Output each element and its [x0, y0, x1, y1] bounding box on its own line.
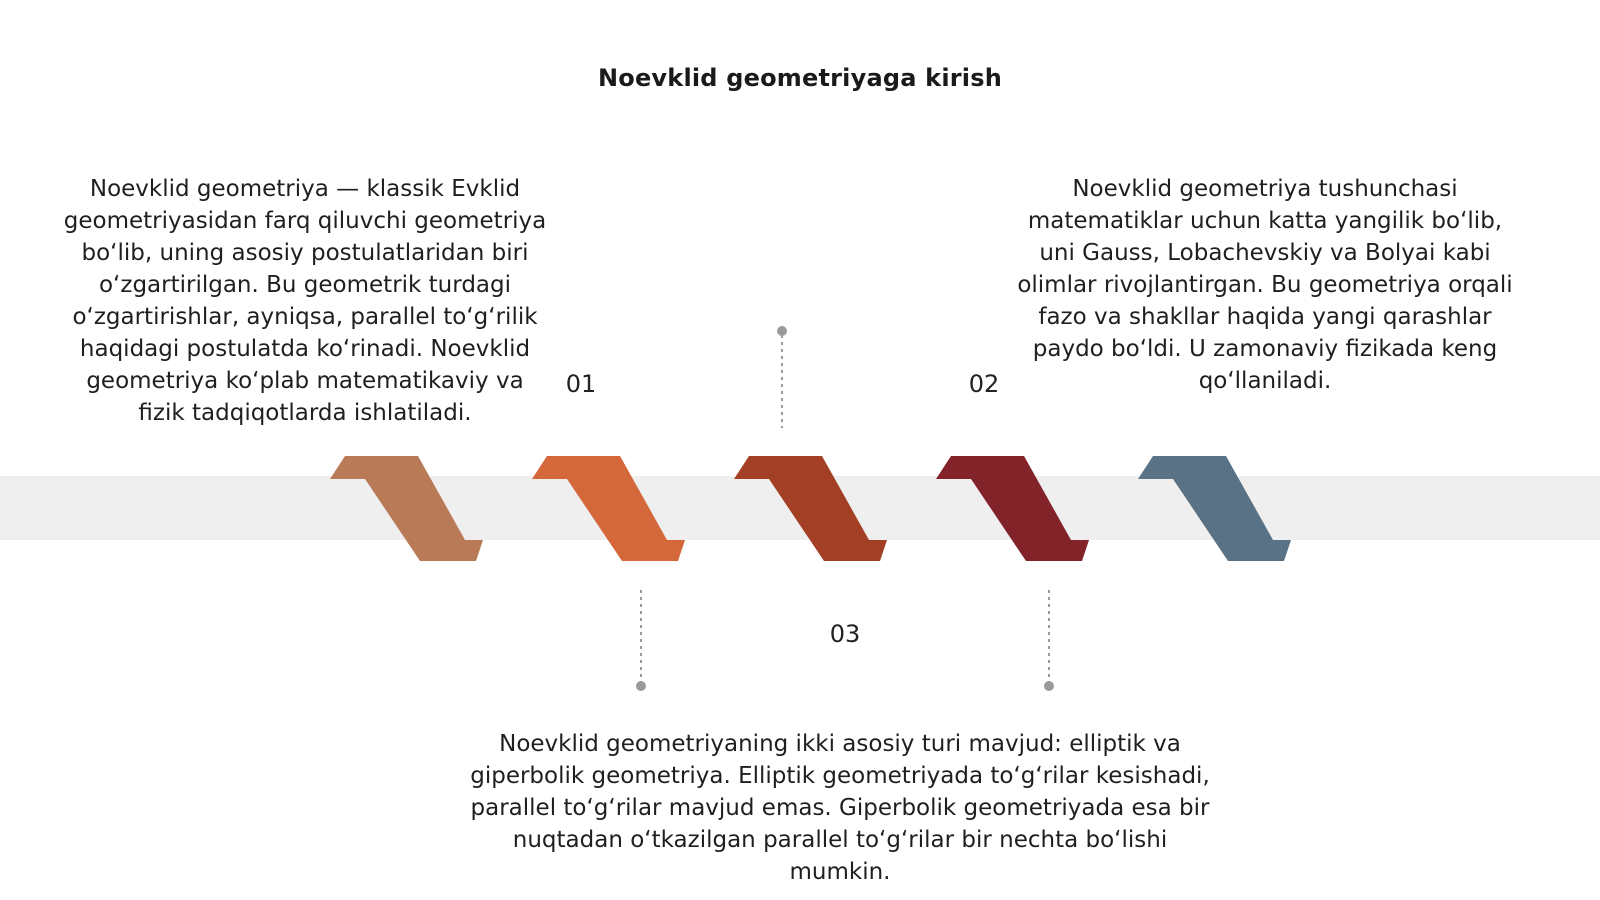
text-block-left: Noevklid geometriya — klassik Evklid geometriyasidan farq qiluvchi geometriya boʻlib, uning asosiy postulatlaridan biri oʻzgartirilgan. Bu geometrik turdagi oʻzgartirishlar, ayniqsa, parallel toʻgʻrilik haqidagi postulatda koʻrinadi. Noevklid geometriya koʻplab matematikaviy va fizik tadqiqotlarda ishlatiladi.: [63, 176, 547, 426]
step-number-03: 03: [829, 620, 861, 648]
timeline-segment-3: [734, 456, 887, 561]
connector-dot-bottom-right: [1044, 681, 1054, 691]
timeline-segment-1: [330, 456, 483, 561]
slide-title: Noevklid geometriyaga kirish: [597, 64, 1002, 92]
step-number-01: 01: [565, 370, 597, 398]
connector-dot-top: [777, 326, 787, 336]
text-block-bottom: Noevklid geometriyaning ikki asosiy turi mavjud: elliptik va giperbolik geometriya. Elliptik geometriyada toʻgʻrilar kesishadi, parallel toʻgʻrilar mavjud emas. Giperbolik geometriyada esa bir nuqtadan oʻtkazilgan parallel toʻgʻrilar bir nechta boʻlishi mumkin.: [470, 731, 1210, 885]
connector-dot-bottom-left: [636, 681, 646, 691]
step-number-02: 02: [968, 370, 1000, 398]
timeline-segment-4: [936, 456, 1089, 561]
timeline-segment-2: [532, 456, 685, 561]
text-block-right: Noevklid geometriya tushunchasi matematiklar uchun katta yangilik boʻlib, uni Gauss, Lobachevskiy va Bolyai kabi olimlar rivojlantirgan. Bu geometriya orqali fazo va shakllar haqida yangi qarashlar paydo boʻldi. U zamonaviy fizikada keng qoʻllaniladi.: [1017, 176, 1513, 394]
timeline-segment-5: [1138, 456, 1291, 561]
